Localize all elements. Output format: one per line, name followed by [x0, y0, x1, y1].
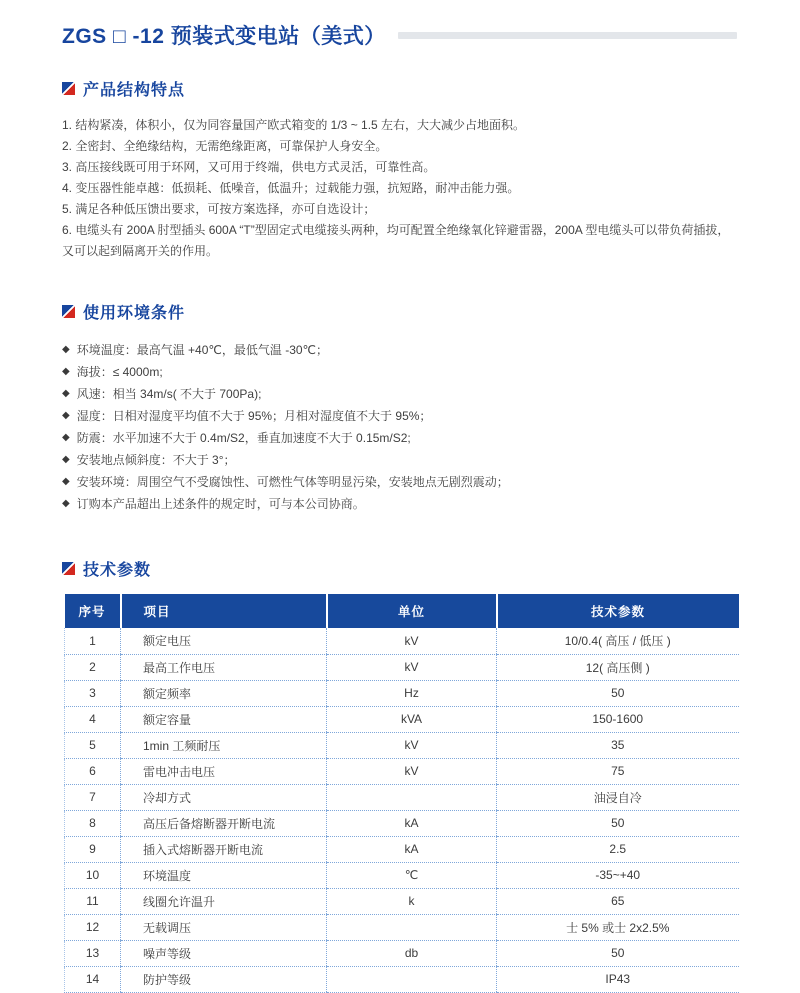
- feature-list: [62, 115, 737, 262]
- table-row: [65, 888, 739, 914]
- diamond-bullet-icon: ◆: [62, 432, 70, 443]
- cell-unit: Hz: [327, 680, 497, 706]
- cell-index: 10: [65, 862, 121, 888]
- cell-unit: kV: [327, 628, 497, 654]
- cell-index: 11: [65, 888, 121, 914]
- cell-index: 4: [65, 706, 121, 732]
- cell-value: 2.5: [497, 836, 739, 862]
- cell-value: 65: [497, 888, 739, 914]
- table-row: [65, 706, 739, 732]
- feature-item: 4. 变压器性能卓越：低损耗、低噪音，低温升；过载能力强，抗短路，耐冲击能力强。: [62, 181, 520, 195]
- cell-value: 士 5% 或士 2x2.5%: [497, 914, 739, 940]
- feature-item: 2. 全密封、全绝缘结构，无需绝缘距离，可靠保护人身安全。: [62, 139, 388, 153]
- title-accent-bar: [398, 32, 737, 39]
- cell-index: 8: [65, 810, 121, 836]
- table-body: [65, 628, 739, 992]
- feature-item: 5. 满足各种低压馈出要求，可按方案选择，亦可自选设计；: [62, 202, 376, 216]
- diagonal-split-square-icon: [62, 305, 75, 318]
- section-parameters: [62, 557, 737, 993]
- environment-list: [62, 339, 737, 515]
- section-parameters-heading-row: [62, 557, 737, 580]
- cell-unit: [327, 966, 497, 992]
- table-row: [65, 836, 739, 862]
- environment-item-text: 安装地点倾斜度：不大于 3°；: [76, 453, 236, 467]
- table-row: [65, 784, 739, 810]
- environment-item-text: 风速：相当 34m/s( 不大于 700Pa);: [76, 387, 262, 401]
- cell-unit: kV: [327, 654, 497, 680]
- section-features-heading: 产品结构特点: [83, 82, 186, 99]
- cell-index: 9: [65, 836, 121, 862]
- cell-unit: kV: [327, 758, 497, 784]
- section-features-heading-row: [62, 77, 737, 100]
- cell-item: 额定频率: [121, 680, 327, 706]
- feature-item: 1. 结构紧凑，体积小，仅为同容量国产欧式箱变的 1/3 ~ 1.5 左右，大大减少占地面积。: [62, 118, 526, 132]
- cell-unit: kVA: [327, 706, 497, 732]
- cell-index: 6: [65, 758, 121, 784]
- diagonal-split-square-icon: [62, 562, 75, 575]
- cell-item: 额定电压: [121, 628, 327, 654]
- cell-item: 冷却方式: [121, 784, 327, 810]
- cell-unit: kA: [327, 810, 497, 836]
- cell-value: 50: [497, 680, 739, 706]
- table-row: [65, 654, 739, 680]
- header-cell-item: 项目: [121, 594, 327, 628]
- cell-value: IP43: [497, 966, 739, 992]
- feature-item: 3. 高压接线既可用于环网，又可用于终端，供电方式灵活，可靠性高。: [62, 160, 436, 174]
- section-parameters-heading: 技术参数: [83, 562, 152, 579]
- cell-item: 无载调压: [121, 914, 327, 940]
- diagonal-split-square-icon: [62, 82, 75, 95]
- table-row: [65, 914, 739, 940]
- diamond-bullet-icon: ◆: [62, 388, 70, 399]
- environment-item: [62, 493, 737, 515]
- cell-item: 高压后备熔断器开断电流: [121, 810, 327, 836]
- cell-unit: kA: [327, 836, 497, 862]
- table-row: [65, 732, 739, 758]
- cell-value: 10/0.4( 高压 / 低压 ): [497, 628, 739, 654]
- cell-item: 额定容量: [121, 706, 327, 732]
- table-row: [65, 966, 739, 992]
- environment-item: [62, 471, 737, 493]
- cell-unit: db: [327, 940, 497, 966]
- diamond-bullet-icon: ◆: [62, 454, 70, 465]
- parameters-table: [64, 594, 739, 993]
- cell-index: 12: [65, 914, 121, 940]
- cell-value: 150-1600: [497, 706, 739, 732]
- table-row: [65, 680, 739, 706]
- environment-item-text: 海拔：≤ 4000m;: [76, 365, 163, 379]
- cell-value: 12( 高压侧 ): [497, 654, 739, 680]
- cell-unit: ℃: [327, 862, 497, 888]
- page-title: ZGS □ -12 预装式变电站（美式）: [62, 25, 386, 48]
- cell-index: 13: [65, 940, 121, 966]
- environment-item-text: 订购本产品超出上述条件的规定时，可与本公司协商。: [76, 497, 365, 511]
- header-cell-index: 序号: [65, 594, 121, 628]
- section-environment: [62, 300, 737, 515]
- cell-value: 50: [497, 810, 739, 836]
- section-environment-heading-row: [62, 300, 737, 323]
- cell-item: 环境温度: [121, 862, 327, 888]
- section-features: [62, 77, 737, 262]
- table-row: [65, 940, 739, 966]
- section-environment-heading: 使用环境条件: [83, 305, 186, 322]
- environment-item: [62, 361, 737, 383]
- cell-item: 噪声等级: [121, 940, 327, 966]
- cell-value: -35~+40: [497, 862, 739, 888]
- table-header-row: [65, 594, 739, 628]
- diamond-bullet-icon: ◆: [62, 410, 70, 421]
- header-cell-unit: 单位: [327, 594, 497, 628]
- table-row: [65, 628, 739, 654]
- environment-item: [62, 427, 737, 449]
- environment-item-text: 安装环境：周围空气不受腐蚀性、可燃性气体等明显污染，安装地点无剧烈震动；: [76, 475, 509, 489]
- cell-index: 14: [65, 966, 121, 992]
- cell-unit: kV: [327, 732, 497, 758]
- environment-item: [62, 339, 737, 361]
- cell-item: 1min 工频耐压: [121, 732, 327, 758]
- cell-item: 雷电冲击电压: [121, 758, 327, 784]
- diamond-bullet-icon: ◆: [62, 366, 70, 377]
- cell-index: 1: [65, 628, 121, 654]
- cell-item: 防护等级: [121, 966, 327, 992]
- feature-item: 6. 电缆头有 200A 肘型插头 600A “T”型固定式电缆接头两种，均可配置全绝缘氧化锌避雷器，200A 型电缆头可以带负荷插拔，又可以起到隔离开关的作用。: [62, 223, 730, 258]
- cell-item: 插入式熔断器开断电流: [121, 836, 327, 862]
- diamond-bullet-icon: ◆: [62, 498, 70, 509]
- cell-item: 最高工作电压: [121, 654, 327, 680]
- cell-unit: [327, 914, 497, 940]
- cell-index: 3: [65, 680, 121, 706]
- cell-value: 油浸自冷: [497, 784, 739, 810]
- environment-item: [62, 383, 737, 405]
- table-row: [65, 862, 739, 888]
- environment-item-text: 防震：水平加速不大于 0.4m/S2，垂直加速度不大于 0.15m/S2;: [76, 431, 411, 445]
- cell-index: 2: [65, 654, 121, 680]
- page-header: [62, 0, 737, 50]
- diamond-bullet-icon: ◆: [62, 476, 70, 487]
- environment-item: [62, 449, 737, 471]
- diamond-bullet-icon: ◆: [62, 344, 70, 355]
- cell-unit: k: [327, 888, 497, 914]
- table-row: [65, 810, 739, 836]
- cell-unit: [327, 784, 497, 810]
- table-row: [65, 758, 739, 784]
- environment-item: [62, 405, 737, 427]
- environment-item-text: 环境温度：最高气温 +40℃，最低气温 -30℃；: [76, 343, 329, 357]
- cell-index: 7: [65, 784, 121, 810]
- cell-value: 50: [497, 940, 739, 966]
- cell-value: 35: [497, 732, 739, 758]
- header-cell-value: 技术参数: [497, 594, 739, 628]
- cell-item: 线圈允许温升: [121, 888, 327, 914]
- cell-value: 75: [497, 758, 739, 784]
- environment-item-text: 湿度：日相对湿度平均值不大于 95%；月相对湿度值不大于 95%；: [76, 409, 432, 423]
- cell-index: 5: [65, 732, 121, 758]
